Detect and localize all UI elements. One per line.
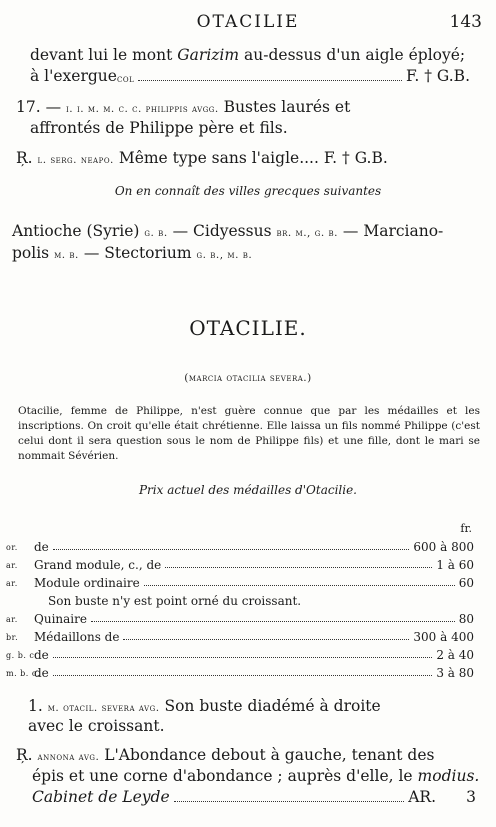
price-label: Grand module, c., de [34,558,162,572]
exergue-legend: col [116,73,135,85]
coin-legend: m. otacil. severa avg. [47,702,160,714]
biography: Otacilie, femme de Philippe, n'est guère connue que par les médailles et les inscriptions. On croit qu'elle était chrétienne. Elle laissa un fils nommé Philippe (c'est celui dont il sera question sous le nom de Philippe fils) et une fille, dont le mari se nommait Sévérien. [18,405,480,462]
villes-line2 [12,244,252,262]
price-row [6,644,474,662]
text: Antioche (Syrie) [12,222,145,240]
rarity-number: 3 [466,788,476,806]
cabinet-name: Cabinet de Leyde [32,788,170,806]
metal-label: g. b. c. [6,651,38,660]
leader-dots [123,638,409,640]
entry-number: 1. [28,697,43,715]
text: au-dessus d'un aigle éployé; [239,46,466,64]
price-row [6,590,474,608]
module-abbrev: g. b. [144,227,168,239]
running-title: OTACILIE [196,12,300,32]
entry17-line1 [16,98,350,116]
price-label: Quinaire [34,612,87,626]
text: polis [12,244,55,262]
entry16-line2 [30,67,470,85]
text-italic: Garizim [177,46,240,64]
coin-legend: annona avg. [37,751,100,763]
section-title: OTACILIE. [189,316,307,340]
leader-dots [53,548,410,550]
price-label: Médaillons de [34,630,120,644]
price-value: 3 à 80 [436,666,474,680]
price-label: de [34,648,49,662]
villes-heading: On en connaît des villes grecques suivantes [114,184,382,198]
coin-legend: l. serg. neapo. [37,154,114,166]
price-value: 600 à 800 [413,540,474,554]
reverse17 [16,149,388,167]
leader-dots [165,566,432,568]
grade: F. † G.B. [323,149,388,167]
price-row [6,608,474,626]
price-row [6,662,474,680]
leader-dots [144,584,455,586]
price-value: 1 à 60 [436,558,474,572]
prices-heading: Prix actuel des médailles d'Otacilie. [138,483,357,497]
page-number: 143 [449,12,482,32]
metal-label: ar. [6,561,18,570]
reverse1-line3 [32,788,476,806]
entry1-line2: avec le croissant. [28,717,165,735]
metal-label [6,606,34,608]
price-label: Son buste n'y est point orné du croissant. [48,594,302,608]
metal-label: ar. [6,579,18,588]
price-table [6,536,474,680]
reverse1-line1 [16,746,434,764]
text: à l'exergue [30,67,117,85]
price-label: de [34,540,49,554]
module-abbrev: br. m., g. b. [276,227,338,239]
module-abbrev: g. b., m. b. [196,249,253,261]
price-row [6,572,474,590]
text-italic: modius. [417,767,480,785]
grade: AR. [408,788,436,806]
module-abbrev: m. b. [54,249,79,261]
entry16-line1 [30,46,465,64]
reverse-mark: Ŗ. [16,746,33,764]
entry-number: 17. — [16,98,62,116]
text: — Cidyessus [167,222,277,240]
text: — Stectorium [78,244,197,262]
section-subtitle: (marcia otacilia severa.) [184,372,312,384]
text: épis et une corne d'abondance ; auprès d'elle, le [32,767,418,785]
leader-dots [53,656,433,658]
leader-dots [53,674,433,676]
coin-legend: i. i. m. m. c. c. philippis avgg. [66,103,219,115]
leader-dots [91,620,455,622]
leader-dots [138,79,402,81]
currency-label: fr. [460,522,472,535]
entry17-line2: affrontés de Philippe père et fils. [30,119,288,137]
price-label: de [34,666,49,680]
text: Même type sans l'aigle.... [113,149,319,167]
reverse1-line2 [32,767,479,785]
text: Bustes laurés et [218,98,351,116]
price-value: 2 à 40 [436,648,474,662]
metal-label: br. [6,633,19,642]
grade: F. † G.B. [406,67,470,85]
price-row [6,626,474,644]
entry1-line1 [28,697,381,715]
text: devant lui le mont [30,46,178,64]
price-value: 300 à 400 [413,630,474,644]
text: — Marciano- [337,222,444,240]
price-row [6,536,474,554]
leader-dots [174,800,405,802]
price-row [6,554,474,572]
metal-label: m. b. c. [6,669,40,678]
text: L'Abondance debout à gauche, tenant des [99,746,435,764]
text: Son buste diadémé à droite [159,697,381,715]
reverse-mark: Ŗ. [16,149,33,167]
metal-label: or. [6,543,18,552]
metal-label: ar. [6,615,18,624]
villes-line1 [12,222,443,240]
price-value: 60 [458,576,474,590]
price-label: Module ordinaire [34,576,140,590]
price-value: 80 [458,612,474,626]
